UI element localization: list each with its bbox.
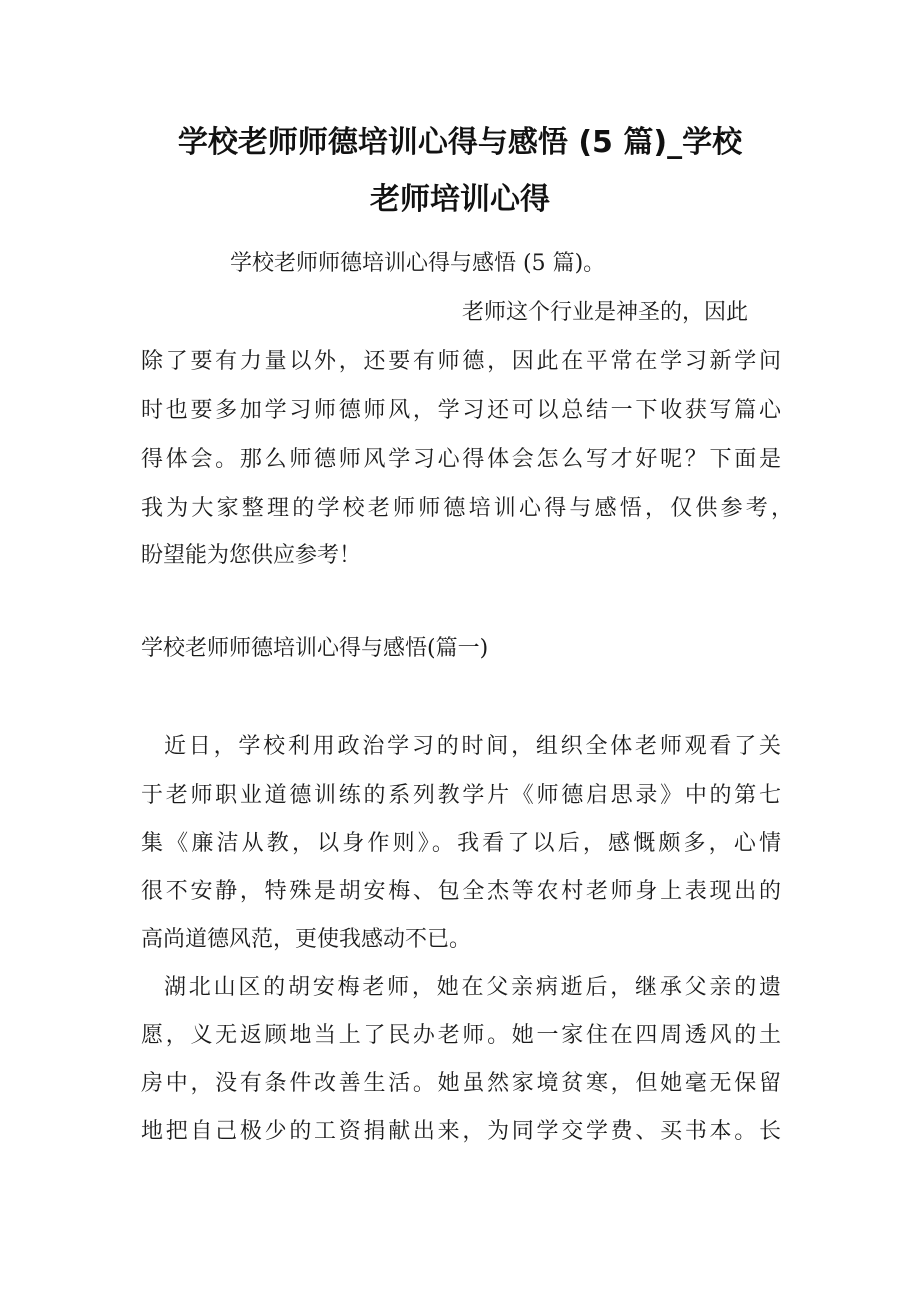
document-title-line1: 学校老师师德培训心得与感悟 (5 篇)_学校: [177, 125, 743, 160]
intro-line: 得体会。那么师德师风学习心得体会怎么写才好呢？下面是: [141, 447, 781, 472]
intro-line: 盼望能为您供应参考！: [141, 543, 362, 568]
paragraph-line: 于老师职业道德训练的系列教学片《师德启思录》中的第七: [141, 783, 781, 808]
paragraph-line: 近日，学校利用政治学习的时间，组织全体老师观看了关: [164, 734, 781, 759]
intro-line: 老师这个行业是神圣的，因此: [462, 300, 749, 325]
intro-line: 时也要多加学习师德师风，学习还可以总结一下收获写篇心: [141, 398, 781, 423]
paragraph-line: 湖北山区的胡安梅老师，她在父亲病逝后，继承父亲的遗: [164, 975, 781, 1000]
paragraph-line: 集《廉洁从教，以身作则》。我看了以后，感慨颇多，心情: [141, 831, 781, 856]
paragraph-line: 愿，义无返顾地当上了民办老师。她一家住在四周透风的土: [141, 1023, 781, 1048]
paragraph-line: 高尚道德风范，更使我感动不已。: [141, 927, 472, 952]
paragraph-line: 很不安静，特殊是胡安梅、包全杰等农村老师身上表现出的: [141, 879, 781, 904]
paragraph-line: 地把自己极少的工资捐献出来，为同学交学费、买书本。长: [141, 1119, 781, 1144]
section-heading: 学校老师师德培训心得与感悟(篇一): [141, 636, 489, 661]
paragraph-line: 房中，没有条件改善生活。她虽然家境贫寒，但她毫无保留: [141, 1071, 781, 1096]
intro-line: 除了要有力量以外，还要有师德，因此在平常在学习新学问: [141, 349, 781, 374]
document-subtitle: 学校老师师德培训心得与感悟 (5 篇)。: [230, 251, 606, 276]
document-title-line2: 老师培训心得: [370, 182, 550, 217]
intro-line: 我为大家整理的学校老师师德培训心得与感悟，仅供参考，: [141, 496, 793, 521]
